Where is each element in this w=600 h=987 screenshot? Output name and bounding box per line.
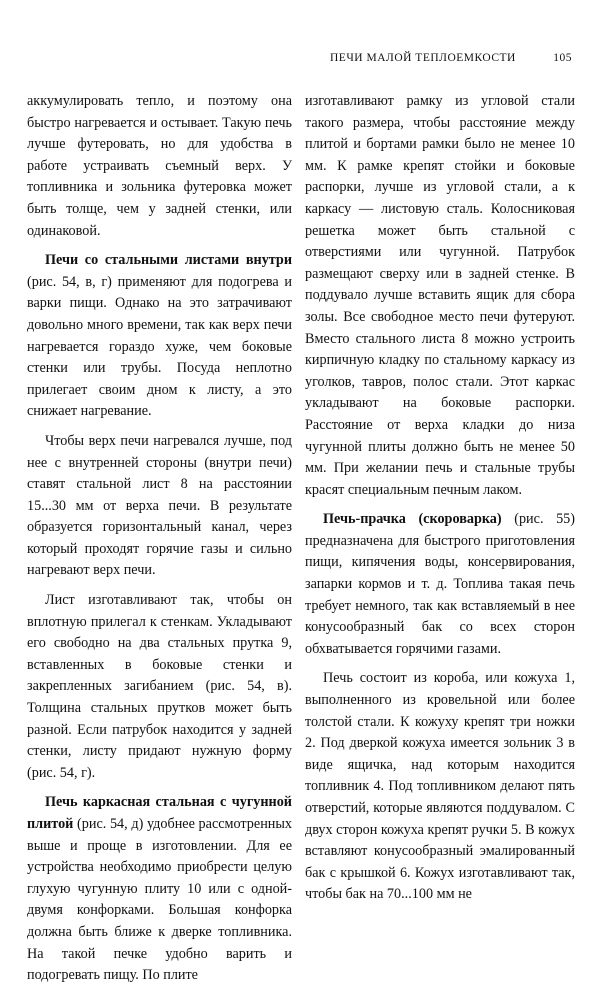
left-column (27, 91, 292, 987)
paragraph-text: (рис. 54, д) удобнее рассмотренных выше и проще в изготовлении. Для ее устройства необходимо приобрести целую глухую чугунную плиту 10 или с одной-двумя конфорками. Большая конфорка должна быть ближе к дверке топливника. На такой печке удобно варить и подогревать пищу. По плите (27, 816, 292, 984)
page-number: 105 (553, 52, 572, 64)
section-heading: Печь-прачка (скороварка) (323, 511, 502, 528)
paragraph-text: (рис. 55) предназначена для быстрого приготовления пищи, кипячения воды, консервирования, запарки кормов и т. д. Топлива такая печь требует немного, так как вставляемый в нее конусообразный бак со всех сторон обхватывается горячими газами. (305, 511, 576, 657)
paragraph: Чтобы верх печи нагревался лучше, под нее с внутренней стороны (внутри печи) ставят стальной лист 8 на расстоянии 15...30 мм от верха печи. В результате образуется горизонтальный канал, через который проходят горячие газы и сильно нагревают верх печи. (27, 432, 292, 579)
paragraph-with-heading (27, 250, 292, 423)
paragraph: Печь состоит из короба, или кожуха 1, выполненного из кровельной или более толстой стали. К кожуху крепят три ножки 2. Под дверкой кожуха имеется зольник 3 в виде ящичка, над которым находится топливник 4. Под топливником делают пять отверстий, которые являются поддувалом. С двух сторон кожуха крепят ручки 5. В кожух вставляют конусообразный эмалированный бак с крышкой 6. Кожух изготавливают так, чтобы бак на 70...100 мм не (305, 670, 575, 903)
section-heading: Печи со стальными листами внутри (45, 252, 292, 269)
paragraph-text: (рис. 54, в, г) применяют для подогрева и варки пищи. Однако на это затрачивают довольно много времени, так как верх печи нагревается гораздо хуже, чем боковые стенки или трубы. Посуда неплотно прилегает своим дном к листу, а это снижает нагревание. (27, 273, 292, 420)
paragraph: аккумулировать тепло, и поэтому она быстро нагревается и остывает. Такую печь лучше футеровать, но для удобства в работе устраивать съемный верх. У топливника и зольника футеровка может быть толще, чем у задней стенки, или одинаковой. (27, 93, 292, 239)
paragraph: изготавливают рамку из угловой стали такого размера, чтобы расстояние между плитой и бортами рамки было не менее 10 мм. К рамке крепят стойки и боковые распорки, лучше из угловой стали, а к каркасу — листовую сталь. Колосниковая решетка может быть стальной с отверстиями или чугунной. Патрубок размещают сверху или в задней стенке. В поддувало лучше вставить ящик для сбора золы. Все свободное место печи футеруют. Вместо стального листа 8 можно устроить кирпичную кладку по стальному каркасу из уголков, тавров, полос стали. Этот каркас укладывают на боковые распорки. Расстояние от верха кладки до низа чугунной плиты должно быть не менее 50 мм. При желании печь и стальные трубы красят специальным печным лаком. (305, 93, 575, 498)
running-header (330, 52, 572, 70)
paragraph-with-heading (305, 509, 575, 660)
running-title: ПЕЧИ МАЛОЙ ТЕПЛОЕМКОСТИ (330, 52, 516, 64)
paragraph: Лист изготавливают так, чтобы он вплотную прилегал к стенкам. Укладывают его свободно на два стальных прутка 9, вставленных в боковые стенки и закрепленных загибанием (рис. 54, в). Толщина стальных прутков может быть разной. Если патрубок находится у задней стенки, листу придают нужную форму (рис. 54, г). (27, 592, 292, 781)
right-column (305, 91, 575, 906)
paragraph-with-heading (27, 792, 292, 986)
section-heading: Печь каркасная стальная с чугунной плитой (27, 794, 292, 832)
